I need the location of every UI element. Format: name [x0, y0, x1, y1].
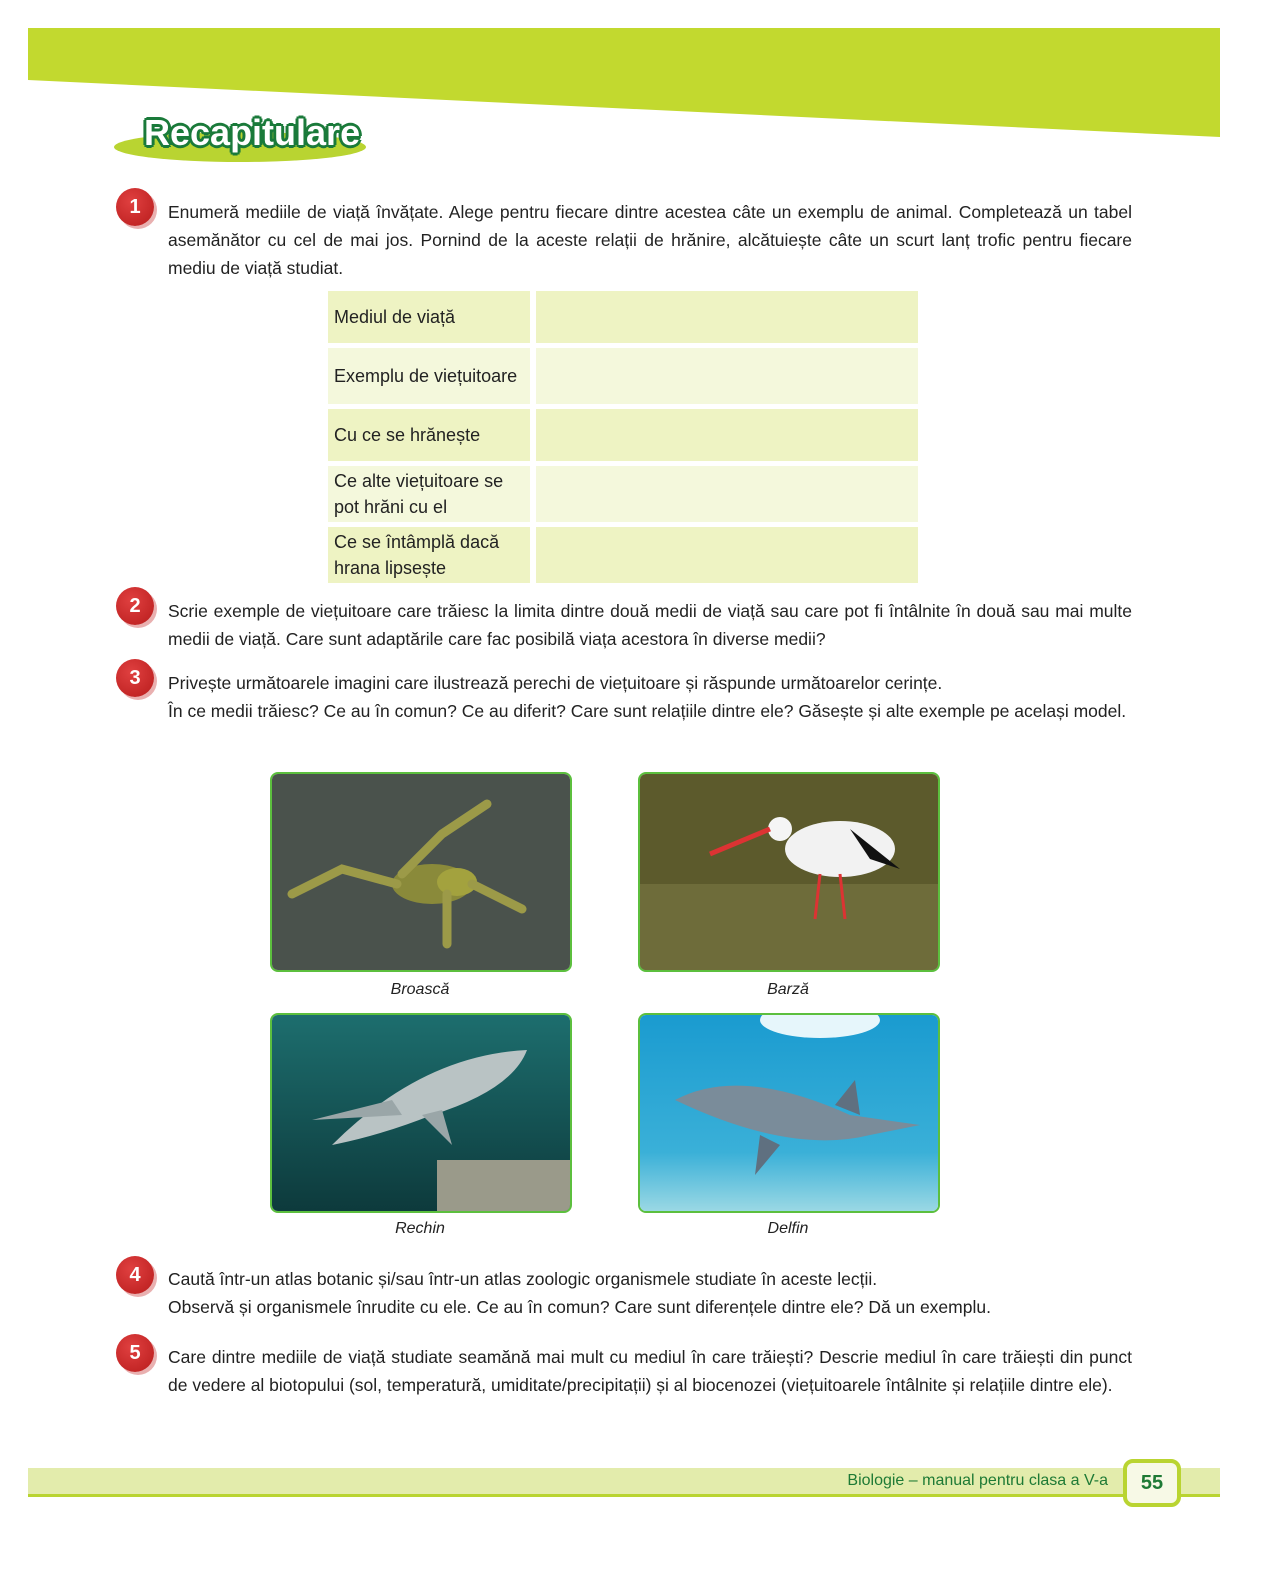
- question-4-line1: Caută într-un atlas botanic și/sau într-un atlas zoologic organismele studiate în aceste lecții.: [168, 1269, 878, 1289]
- table-cell-empty[interactable]: [536, 291, 918, 343]
- table-row-label: Ce se întâmplă dacă hrana lipsește: [328, 527, 530, 583]
- page-number: 55: [1123, 1459, 1181, 1507]
- dolphin-photo: [638, 1013, 940, 1213]
- question-1: [168, 198, 1132, 282]
- caption-frog: Broască: [390, 981, 450, 998]
- question-2: [168, 597, 1132, 653]
- question-3-line1: Privește următoarele imagini care ilustrează perechi de viețuitoare și răspunde următoarelor cerințe.: [168, 673, 943, 693]
- question-1-text: Enumeră mediile de viață învățate. Alege pentru fiecare dintre acestea câte un exemplu de animal. Completează un tabel asemănător cu cel de mai jos. Pornind de la aceste relații de hrănire, alcătuiește câte un scurt lanț trofic pentru fiecare mediu de viață studiat.: [168, 202, 1132, 278]
- food-relations-table: [322, 286, 924, 588]
- question-4: [168, 1265, 1132, 1321]
- table-row-label: Ce alte viețuitoare se pot hrăni cu el: [328, 466, 530, 522]
- table-cell-empty[interactable]: [536, 527, 918, 583]
- question-3: [168, 669, 1132, 725]
- page-title: Recapitulare: [144, 112, 361, 153]
- question-2-text: Scrie exemple de viețuitoare care trăiesc la limita dintre două medii de viață sau care pot fi întâlnite în două sau mai multe medii de viață. Care sunt adaptările care fac posibilă viața acestora în diverse medii?: [168, 601, 1132, 649]
- section-title: [114, 112, 366, 164]
- footer-bar: [28, 1468, 1220, 1497]
- caption-stork: Barză: [767, 981, 809, 998]
- table-row-label: Mediul de viață: [328, 291, 530, 343]
- stork-photo: [638, 772, 940, 972]
- question-number-5: 5: [116, 1334, 154, 1372]
- table-cell-empty[interactable]: [536, 348, 918, 404]
- table-cell-empty[interactable]: [536, 409, 918, 461]
- question-number-3: 3: [116, 659, 154, 697]
- table-row-label: Exemplu de viețuitoare: [328, 348, 530, 404]
- question-4-line2: Observă și organismele înrudite cu ele. Ce au în comun? Care sunt diferențele dintre ele? Dă un exemplu.: [168, 1297, 991, 1317]
- question-5-text: Care dintre mediile de viață studiate seamănă mai mult cu mediul în care trăiești? Descrie mediul în care trăiești din punct de vedere al biotopului (sol, temperatură, umiditate/precipitații) și al biocenozei (viețuitoarele întâlnite și relațiile dintre ele).: [168, 1347, 1132, 1395]
- shark-photo: [270, 1013, 572, 1213]
- frog-photo: [270, 772, 572, 972]
- question-number-2: 2: [116, 587, 154, 625]
- footer-book-title: Biologie – manual pentru clasa a V-a: [847, 1472, 1108, 1489]
- caption-shark: Rechin: [395, 1220, 445, 1237]
- table-row-label: Cu ce se hrănește: [328, 409, 530, 461]
- table-cell-empty[interactable]: [536, 466, 918, 522]
- question-3-line2: În ce medii trăiesc? Ce au în comun? Ce au diferit? Care sunt relațiile dintre ele? Găsește și alte exemple pe același model.: [168, 701, 1127, 721]
- question-5: [168, 1343, 1132, 1399]
- question-number-1: 1: [116, 188, 154, 226]
- question-number-4: 4: [116, 1256, 154, 1294]
- caption-dolphin: Delfin: [767, 1220, 809, 1237]
